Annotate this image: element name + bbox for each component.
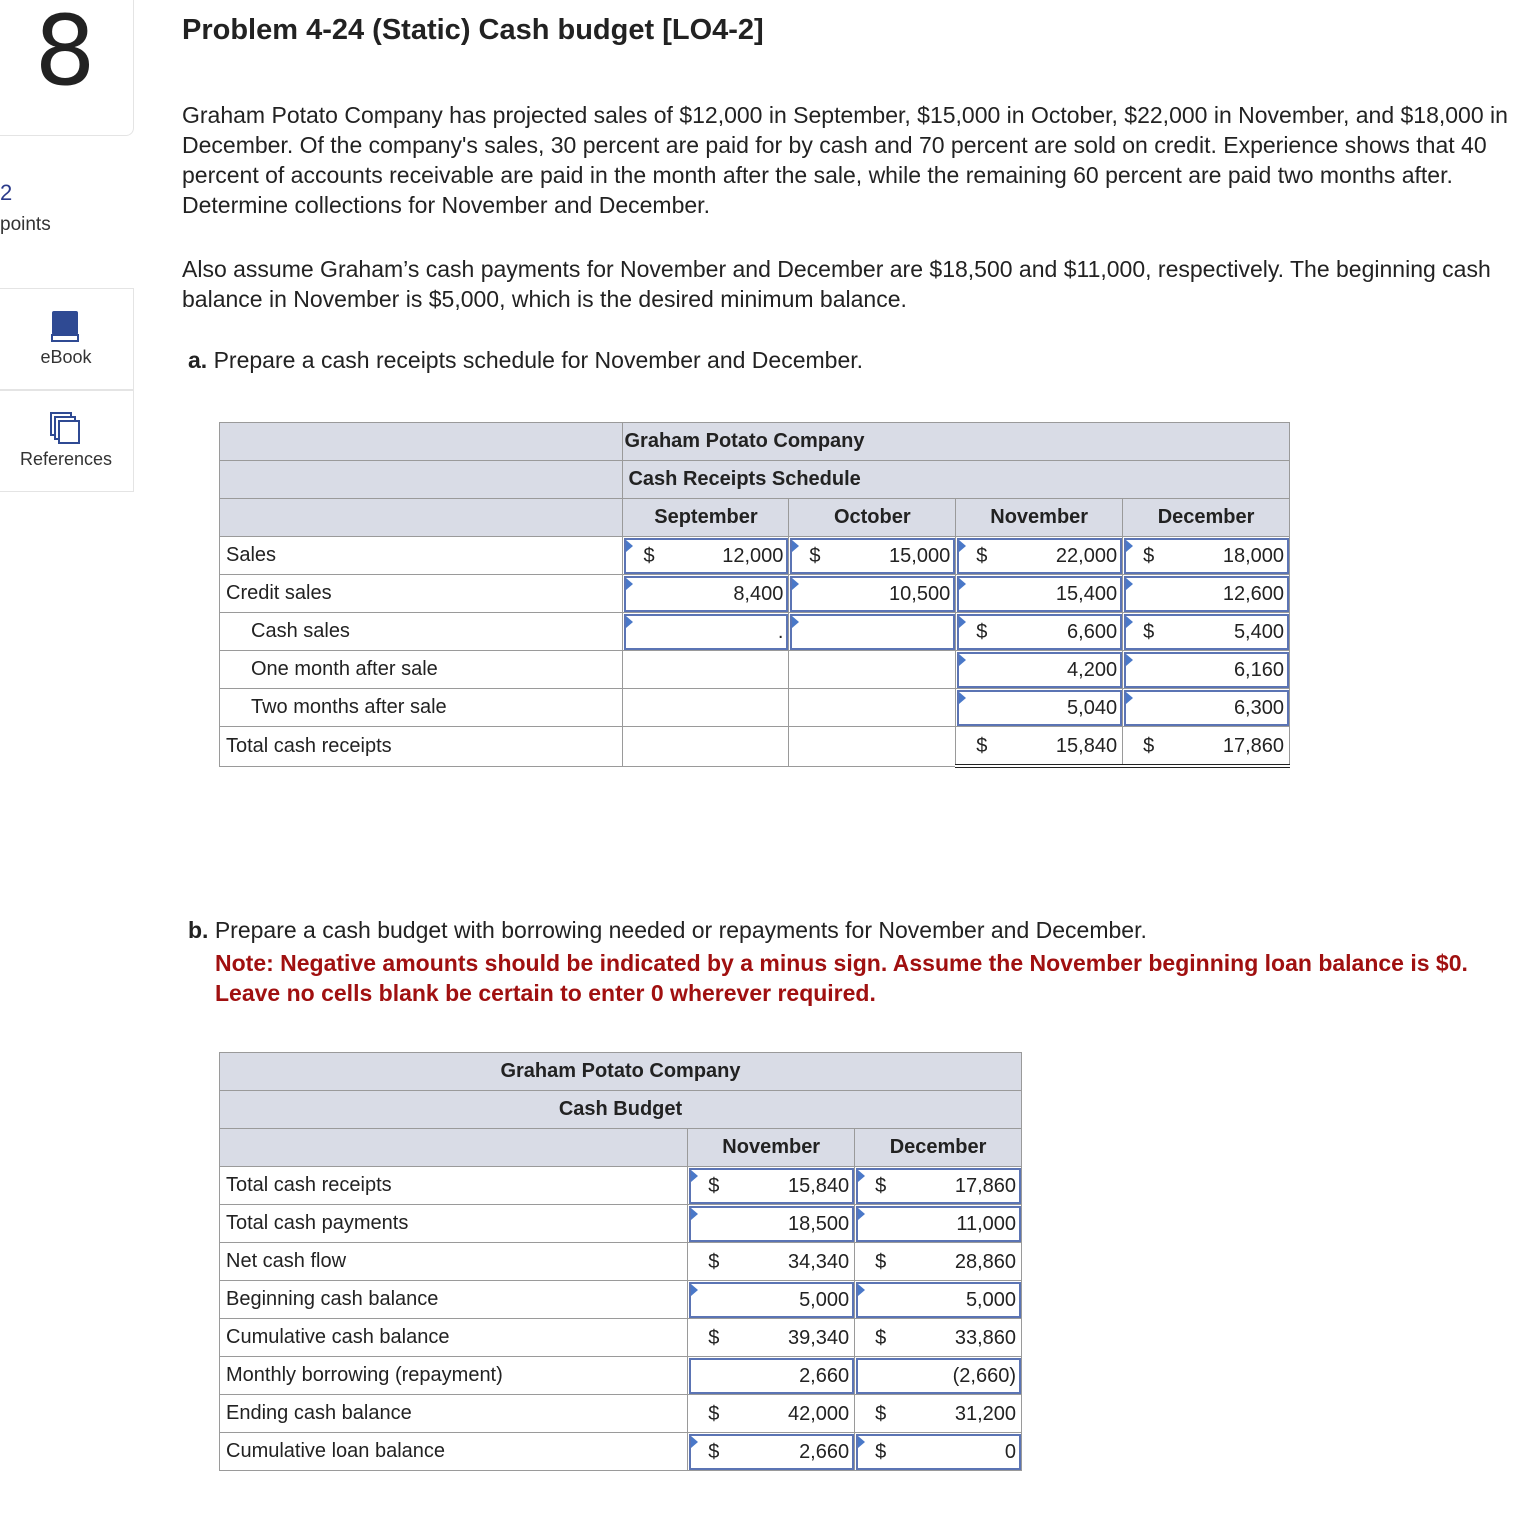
receipts-company: Graham Potato Company bbox=[623, 423, 1290, 461]
static-cell bbox=[789, 727, 956, 767]
problem-title: Problem 4-24 (Static) Cash budget [LO4-2] bbox=[182, 14, 764, 46]
part-a-letter: a. bbox=[188, 347, 208, 373]
receipts-title: Cash Receipts Schedule bbox=[623, 461, 1290, 499]
row-label: Total cash receipts bbox=[220, 1167, 688, 1205]
row-label: Ending cash balance bbox=[220, 1395, 688, 1433]
part-a-text: Prepare a cash receipts schedule for November and December. bbox=[213, 347, 864, 373]
input-cell[interactable]: $ 5,400 bbox=[1123, 613, 1290, 651]
input-cell[interactable]: 18,500 bbox=[688, 1205, 855, 1243]
row-label: Monthly borrowing (repayment) bbox=[220, 1357, 688, 1395]
static-cell bbox=[623, 689, 789, 727]
row-label: One month after sale bbox=[220, 651, 623, 689]
row-label: Cash sales bbox=[220, 613, 623, 651]
table-row bbox=[220, 1433, 1022, 1471]
input-cell[interactable]: 10,500 bbox=[789, 575, 956, 613]
table-row bbox=[220, 1167, 1022, 1205]
computed-cell: $ 34,340 bbox=[688, 1243, 855, 1281]
input-cell[interactable]: 5,040 bbox=[956, 689, 1123, 727]
table-row bbox=[220, 537, 1290, 575]
references-button[interactable] bbox=[0, 390, 134, 492]
table-row bbox=[220, 1357, 1022, 1395]
row-label: Total cash receipts bbox=[220, 727, 623, 767]
input-cell[interactable]: 6,160 bbox=[1123, 651, 1290, 689]
input-cell[interactable]: 11,000 bbox=[855, 1205, 1022, 1243]
table-row bbox=[220, 1319, 1022, 1357]
row-label: Credit sales bbox=[220, 575, 623, 613]
col-november: November bbox=[688, 1129, 855, 1167]
part-a-prompt bbox=[188, 347, 863, 374]
input-cell[interactable]: 8,400 bbox=[623, 575, 789, 613]
row-label: Sales bbox=[220, 537, 623, 575]
input-cell[interactable]: 15,400 bbox=[956, 575, 1123, 613]
input-cell[interactable]: $ 15,000 bbox=[789, 537, 956, 575]
table-row bbox=[220, 613, 1290, 651]
references-label: References bbox=[19, 449, 113, 469]
budget-title: Cash Budget bbox=[220, 1091, 1022, 1129]
table-row bbox=[220, 1243, 1022, 1281]
ebook-icon bbox=[50, 309, 80, 343]
input-cell[interactable]: 12,600 bbox=[1123, 575, 1290, 613]
table-row bbox=[220, 727, 1290, 767]
input-cell[interactable]: $ 0 bbox=[855, 1433, 1022, 1471]
table-row bbox=[220, 651, 1290, 689]
part-b-text: Prepare a cash budget with borrowing needed or repayments for November and December. bbox=[214, 917, 1147, 943]
input-cell[interactable]: $ 22,000 bbox=[956, 537, 1123, 575]
references-icon bbox=[49, 411, 81, 445]
input-cell[interactable]: $ 17,860 bbox=[855, 1167, 1022, 1205]
ebook-label: eBook bbox=[40, 347, 92, 367]
table-row bbox=[220, 1281, 1022, 1319]
part-b-note: Note: Negative amounts should be indicated by a minus sign. Assume the November beginning loan balance is $0. Leave no cells blank be certain to enter 0 wherever required. bbox=[215, 950, 1468, 1006]
input-cell[interactable]: $ 2,660 bbox=[688, 1433, 855, 1471]
col-october: October bbox=[789, 499, 956, 537]
cash-receipts-table bbox=[219, 422, 1290, 768]
problem-paragraph-2: Also assume Graham’s cash payments for November and December are $18,500 and $11,000, respectively. The beginning cash balance in November is $5,000, which is the desired minimum balance. bbox=[182, 256, 1491, 312]
row-label: Cumulative loan balance bbox=[220, 1433, 688, 1471]
input-cell[interactable]: . bbox=[623, 613, 789, 651]
row-label: Total cash payments bbox=[220, 1205, 688, 1243]
input-cell[interactable]: 6,300 bbox=[1123, 689, 1290, 727]
part-b-prompt bbox=[188, 917, 1147, 944]
col-november: November bbox=[956, 499, 1123, 537]
input-cell[interactable]: $ 18,000 bbox=[1123, 537, 1290, 575]
input-cell[interactable]: 5,000 bbox=[688, 1281, 855, 1319]
computed-cell: $ 17,860 bbox=[1123, 727, 1290, 767]
static-cell bbox=[789, 651, 956, 689]
computed-cell: $ 15,840 bbox=[956, 727, 1123, 767]
row-label: Beginning cash balance bbox=[220, 1281, 688, 1319]
question-number: 8 bbox=[34, 0, 96, 107]
input-cell[interactable]: $ 15,840 bbox=[688, 1167, 855, 1205]
table-row bbox=[220, 575, 1290, 613]
row-label: Net cash flow bbox=[220, 1243, 688, 1281]
computed-cell: $ 28,860 bbox=[855, 1243, 1022, 1281]
col-december: December bbox=[1123, 499, 1290, 537]
table-row bbox=[220, 1395, 1022, 1433]
input-cell[interactable]: $ 6,600 bbox=[956, 613, 1123, 651]
row-label: Cumulative cash balance bbox=[220, 1319, 688, 1357]
question-number-box bbox=[0, 0, 134, 136]
computed-cell: $ 39,340 bbox=[688, 1319, 855, 1357]
problem-paragraph-1: Graham Potato Company has projected sales of $12,000 in September, $15,000 in October, $22,000 in November, and $18,000 in December. Of the company's sales, 30 percent are paid for by cash and 70 percent are sold on credit. Experience shows that 40 percent of accounts receivable are paid in the month after the sale, while the remaining 60 percent are paid two months after. Determine collections for November and December. bbox=[182, 102, 1508, 218]
cash-budget-table bbox=[219, 1052, 1022, 1471]
input-cell[interactable]: 5,000 bbox=[855, 1281, 1022, 1319]
col-september: September bbox=[623, 499, 789, 537]
static-cell bbox=[623, 727, 789, 767]
budget-company: Graham Potato Company bbox=[220, 1053, 1022, 1091]
part-b-letter: b. bbox=[188, 917, 209, 943]
input-cell[interactable]: (2,660) bbox=[855, 1357, 1022, 1395]
table-row bbox=[220, 689, 1290, 727]
computed-cell: $ 31,200 bbox=[855, 1395, 1022, 1433]
ebook-button[interactable] bbox=[0, 288, 134, 390]
input-cell[interactable]: 4,200 bbox=[956, 651, 1123, 689]
table-row bbox=[220, 1205, 1022, 1243]
points-value: 2 bbox=[0, 180, 13, 205]
input-cell[interactable]: $ 12,000 bbox=[623, 537, 789, 575]
static-cell bbox=[623, 651, 789, 689]
points-label: points bbox=[0, 214, 51, 235]
input-cell[interactable] bbox=[789, 613, 956, 651]
computed-cell: $ 33,860 bbox=[855, 1319, 1022, 1357]
col-december: December bbox=[855, 1129, 1022, 1167]
input-cell[interactable]: 2,660 bbox=[688, 1357, 855, 1395]
row-label: Two months after sale bbox=[220, 689, 623, 727]
computed-cell: $ 42,000 bbox=[688, 1395, 855, 1433]
static-cell bbox=[789, 689, 956, 727]
